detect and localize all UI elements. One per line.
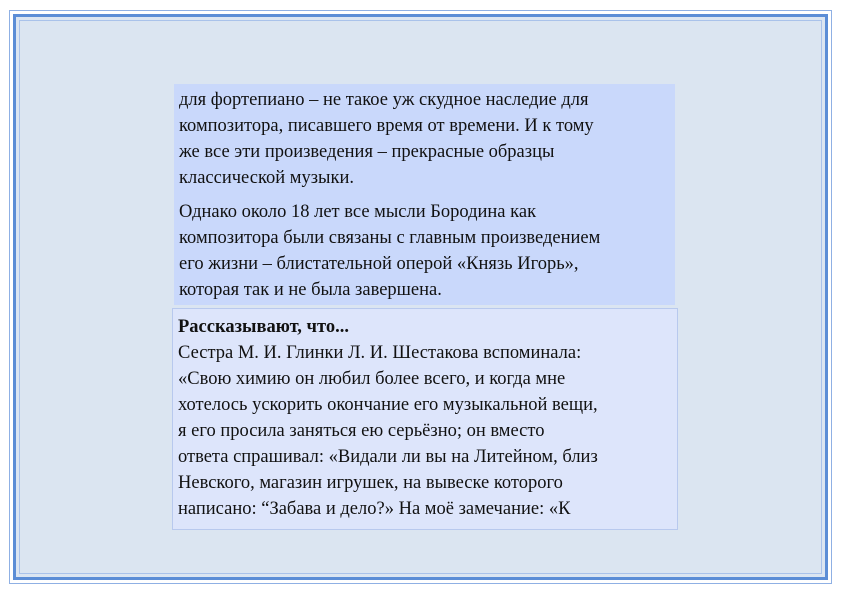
paragraph-piano-legacy — [179, 87, 669, 191]
text-block-anecdote — [172, 308, 678, 530]
paragraph-prince-igor — [179, 199, 669, 303]
text-line: Невского, магазин игрушек, на вывеске которого — [178, 473, 563, 493]
text-block-main — [174, 84, 675, 305]
text-line: композитора были связаны с главным произведением — [179, 228, 601, 248]
text-line: хотелось ускорить окончание его музыкальной вещи, — [178, 395, 598, 415]
text-line: ответа спрашивал: «Видали ли вы на Литейном, близ — [178, 447, 598, 467]
text-line: которая так и не была завершена. — [179, 280, 442, 300]
anecdote-heading: Рассказывают, что... — [178, 317, 349, 337]
text-line: написано: “Забава и дело?» На моё замечание: «К — [178, 499, 571, 519]
text-line: Однако около 18 лет все мысли Бородина как — [179, 202, 537, 222]
text-line: его жизни – блистательной оперой «Князь Игорь», — [179, 254, 579, 274]
text-line: «Свою химию он любил более всего, и когда мне — [178, 369, 566, 389]
text-line: я его просила заняться ею серьёзно; он вместо — [178, 421, 545, 441]
text-line: композитора, писавшего время от времени. И к тому — [179, 116, 594, 136]
text-line: классической музыки. — [179, 168, 354, 188]
text-line: же все эти произведения – прекрасные образцы — [179, 142, 555, 162]
text-line: Сестра М. И. Глинки Л. И. Шестакова вспоминала: — [178, 343, 582, 363]
text-line: для фортепиано – не такое уж скудное наследие для — [179, 90, 589, 110]
